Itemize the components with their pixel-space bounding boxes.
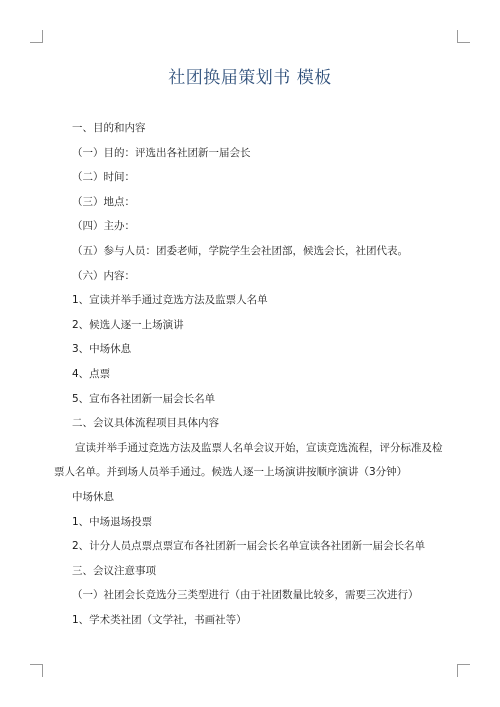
body-line: 1、学术类社团（文学社，书画社等） xyxy=(72,613,247,626)
body-line: 4、点票 xyxy=(72,367,111,380)
document-body xyxy=(54,116,443,632)
paragraph-line: 宣读并举手通过竞选方法及监票人名单会议开始，宣读竞选流程，评分标准及检 xyxy=(75,441,443,454)
body-line: 2、候选人逐一上场演讲 xyxy=(72,318,184,331)
body-line: （四）主办： xyxy=(72,220,135,233)
document-title: 社团换届策划书 模板 xyxy=(168,68,332,88)
body-line: （五）参与人员：团委老师，学院学生会社团部，候选会长，社团代表。 xyxy=(72,244,408,257)
body-line: （一）社团会长竞选分三类型进行（由于社团数量比较多，需要三次进行） xyxy=(72,589,419,602)
crop-mark-top-right xyxy=(457,30,470,43)
body-line: 1、中场退场投票 xyxy=(72,515,153,528)
body-line: （三）地点： xyxy=(72,195,135,208)
crop-mark-bottom-left xyxy=(30,664,43,677)
body-line: 2、计分人员点票点票宣布各社团新一届会长名单宣读各社团新一届会长名单 xyxy=(72,540,426,553)
body-line: 二、会议具体流程项目具体内容 xyxy=(72,417,219,430)
paragraph-line: 票人名单。并到场人员举手通过。候选人逐一上场演讲按顺序演讲（3分钟） xyxy=(54,466,408,479)
body-line: （二）时间： xyxy=(72,171,135,184)
body-line: 三、会议注意事项 xyxy=(72,564,156,577)
body-line: 中场休息 xyxy=(72,490,114,503)
body-line: （六）内容： xyxy=(72,269,135,282)
body-line: （一）目的：评选出各社团新一届会长 xyxy=(72,146,251,159)
body-line: 1、宣读并举手通过竞选方法及监票人名单 xyxy=(72,294,268,307)
crop-mark-top-left xyxy=(30,30,43,43)
crop-mark-bottom-right xyxy=(457,664,470,677)
body-line: 3、中场休息 xyxy=(72,343,132,356)
body-line: 5、宣布各社团新一届会长名单 xyxy=(72,392,216,405)
body-line: 一、目的和内容 xyxy=(72,122,146,134)
